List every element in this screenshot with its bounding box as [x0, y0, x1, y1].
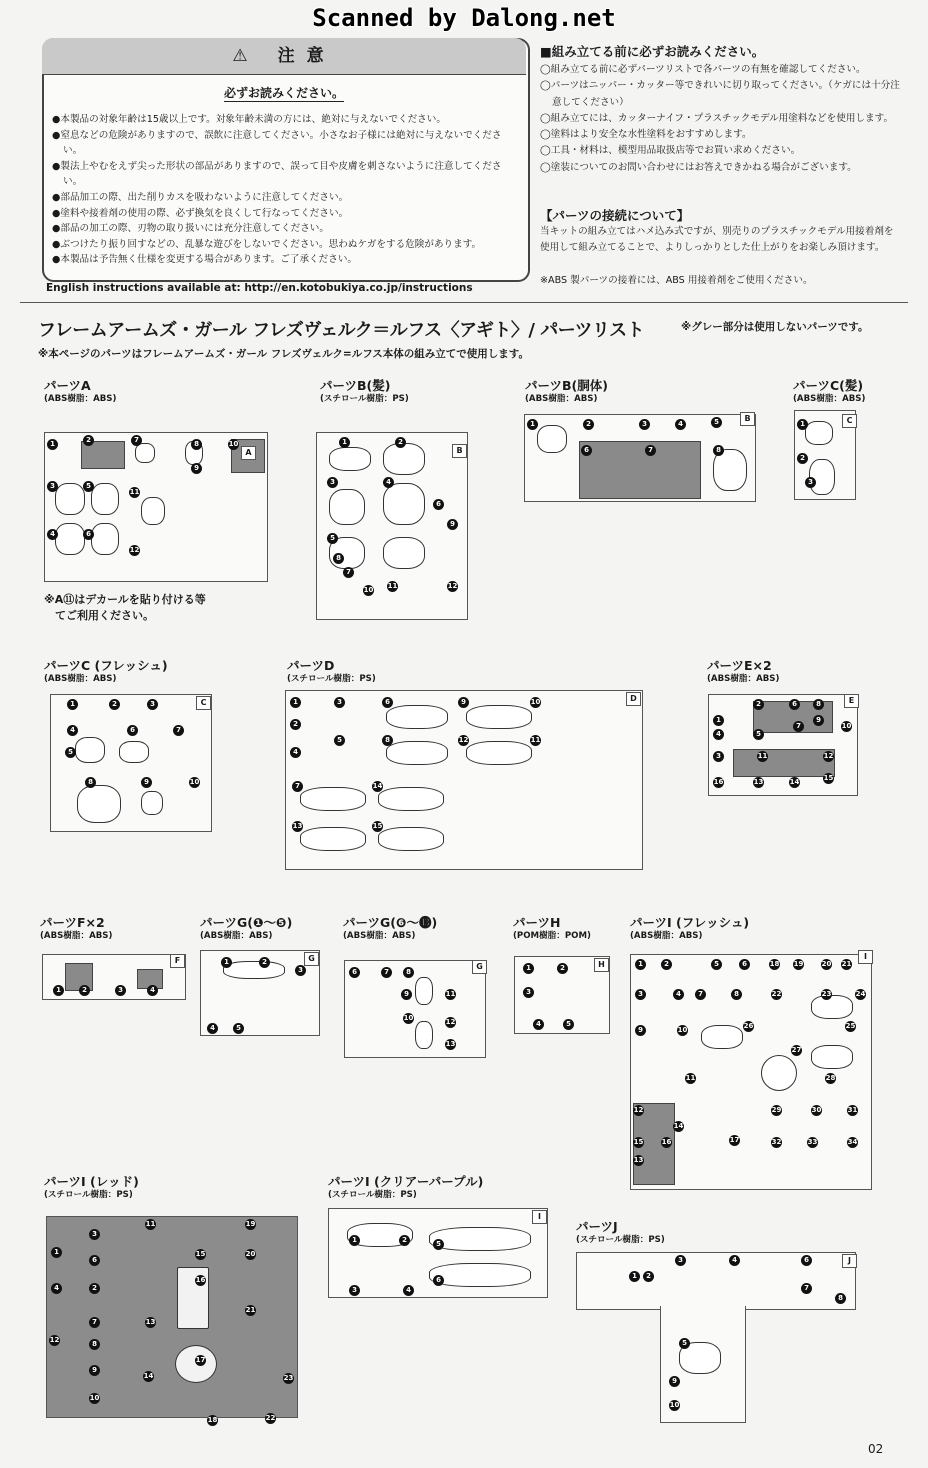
- part-number: 1: [67, 699, 78, 710]
- part-number: 7: [801, 1283, 812, 1294]
- runner-g1: [200, 950, 320, 1036]
- part-number: 6: [382, 697, 393, 708]
- part-number: 9: [813, 715, 824, 726]
- runner-i-flesh: [630, 954, 872, 1190]
- part-number: 2: [79, 985, 90, 996]
- part-shape: [579, 441, 701, 499]
- part-shape: [75, 737, 105, 763]
- part-number: 4: [713, 729, 724, 740]
- runner-material: (ABS樹脂：ABS): [200, 931, 273, 941]
- part-number: 9: [458, 697, 469, 708]
- part-number: 22: [265, 1414, 276, 1422]
- part-shape: [805, 421, 833, 445]
- part-number: 10: [89, 1394, 100, 1402]
- part-number: 13: [753, 778, 764, 786]
- part-number: 4: [673, 989, 684, 1000]
- runner-label: パーツG(❻〜⓭): [343, 915, 438, 930]
- part-number: 13: [633, 1156, 644, 1164]
- part-number: 7: [343, 567, 354, 578]
- runner-tag: A: [241, 446, 256, 460]
- part-number: 6: [349, 967, 360, 978]
- part-number: 5: [711, 959, 722, 970]
- runner-g2: [344, 960, 486, 1058]
- part-number: 13: [145, 1318, 156, 1326]
- warning-icon: ⚠: [232, 46, 278, 66]
- part-number: 3: [47, 481, 58, 492]
- part-number: 8: [713, 445, 724, 456]
- part-number: 5: [327, 533, 338, 544]
- page-number: 02: [868, 1442, 884, 1456]
- part-number: 7: [695, 989, 706, 1000]
- part-shape: [386, 741, 448, 765]
- part-number: 1: [797, 419, 808, 430]
- part-number: 12: [129, 546, 140, 554]
- part-number: 1: [53, 985, 64, 996]
- runner-material: (ABS樹脂：ABS): [343, 931, 416, 941]
- part-number: 6: [801, 1255, 812, 1266]
- part-shape: [383, 483, 425, 525]
- part-shape: [378, 787, 444, 811]
- runner-material: (スチロール樹脂：PS): [44, 1190, 133, 1200]
- part-number: 4: [383, 477, 394, 488]
- part-number: 8: [813, 699, 824, 710]
- part-number: 29: [771, 1106, 782, 1114]
- runner-j-top: [576, 1252, 856, 1310]
- part-number: 7: [292, 781, 303, 792]
- runner-label: パーツE×2: [707, 658, 772, 673]
- part-number: 12: [447, 582, 458, 590]
- watermark: Scanned by Dalong.net: [312, 4, 616, 32]
- part-number: 16: [195, 1276, 206, 1284]
- part-number: 14: [789, 778, 800, 786]
- runner-c-flesh: [50, 694, 212, 832]
- part-number: 25: [845, 1022, 856, 1030]
- part-number: 5: [233, 1023, 244, 1034]
- part-number: 21: [841, 960, 852, 968]
- part-number: 4: [729, 1255, 740, 1266]
- runner-label: パーツA: [44, 378, 91, 393]
- runner-material: (POM樹脂：POM): [513, 931, 591, 941]
- part-number: 5: [679, 1338, 690, 1349]
- before-item: ◯パーツはニッパー・カッター等できれいに切り取ってください。（ケガには十分注意してください）: [540, 80, 900, 108]
- caution-item: ●本製品は予告無く仕様を変更する場合があります。ご了承ください。: [52, 254, 358, 266]
- part-shape: [415, 1021, 433, 1049]
- part-number: 9: [141, 777, 152, 788]
- part-number: 8: [85, 777, 96, 788]
- runner-label: パーツB(胴体): [525, 378, 608, 393]
- before-heading: ■組み立てる前に必ずお読みください。: [540, 44, 765, 59]
- part-number: 3: [805, 477, 816, 488]
- runner-tag: B: [452, 444, 467, 458]
- part-shape: [77, 785, 121, 823]
- parts-list-title: フレームアームズ・ガール フレズヴェルク＝ルフス〈アギト〉/ パーツリスト: [38, 320, 645, 341]
- runner-tag: C: [196, 696, 211, 710]
- before-item: ◯組み立てる前に必ずパーツリストで各パーツの有無を確認してください。: [540, 64, 866, 75]
- part-number: 2: [395, 437, 406, 448]
- part-shape: [466, 741, 532, 765]
- part-number: 9: [89, 1365, 100, 1376]
- part-number: 2: [399, 1235, 410, 1246]
- part-number: 13: [292, 822, 303, 830]
- runner-tag: I: [858, 950, 873, 964]
- part-number: 15: [823, 774, 834, 782]
- part-number: 6: [581, 445, 592, 456]
- part-number: 23: [821, 990, 832, 998]
- part-number: 4: [147, 985, 158, 996]
- runner-label: パーツG(❶〜❺): [200, 915, 293, 930]
- part-number: 15: [195, 1250, 206, 1258]
- must-read: 必ずお読みください。: [223, 86, 344, 100]
- runner-b-hair: [316, 432, 468, 620]
- connect-note: ※ABS 製パーツの接着には、ABS 用接着剤をご使用ください。: [540, 275, 813, 286]
- part-number: 9: [669, 1376, 680, 1387]
- part-number: 12: [49, 1336, 60, 1344]
- part-shape: [386, 705, 448, 729]
- runner-label: パーツD: [287, 658, 335, 673]
- part-number: 5: [83, 481, 94, 492]
- part-number: 22: [771, 990, 782, 998]
- runner-tag: B: [740, 412, 755, 426]
- part-shape: [300, 827, 366, 851]
- part-shape: [383, 537, 425, 569]
- part-number: 4: [207, 1023, 218, 1034]
- runner-material: (ABS樹脂：ABS): [630, 931, 703, 941]
- part-shape: [223, 961, 285, 979]
- part-number: 8: [191, 439, 202, 450]
- part-number: 20: [245, 1250, 256, 1258]
- runner-label: パーツI (レッド): [44, 1174, 139, 1189]
- caution-title: 注意: [277, 46, 336, 66]
- part-number: 7: [173, 725, 184, 736]
- part-number: 11: [757, 752, 768, 760]
- part-shape: [91, 483, 119, 515]
- part-number: 8: [89, 1339, 100, 1350]
- part-number: 10: [363, 586, 374, 594]
- part-number: 24: [855, 990, 866, 998]
- grey-note: ※グレー部分は使用しないパーツです。: [681, 321, 869, 333]
- part-number: 31: [847, 1106, 858, 1114]
- part-shape: [141, 497, 165, 525]
- part-number: 14: [673, 1122, 684, 1130]
- part-shape: [429, 1227, 531, 1251]
- part-number: 15: [633, 1138, 644, 1146]
- before-item: ◯組み立てには、カッターナイフ・プラスチックモデル用塗料などを使用します。: [540, 112, 894, 124]
- runner-material: (ABS樹脂：ABS): [707, 674, 780, 684]
- runner-material: (ABS樹脂：ABS): [44, 394, 117, 404]
- part-number: 11: [445, 990, 456, 998]
- part-shape: [415, 977, 433, 1005]
- part-number: 1: [339, 437, 350, 448]
- part-number: 15: [372, 822, 383, 830]
- part-number: 1: [47, 439, 58, 450]
- part-number: 14: [143, 1372, 154, 1380]
- part-number: 2: [583, 419, 594, 430]
- runner-tag: I: [532, 1210, 547, 1224]
- part-number: 3: [89, 1229, 100, 1240]
- runner-label: パーツH: [513, 915, 561, 930]
- part-number: 4: [290, 747, 301, 758]
- connect-text: 当キットの組み立てはハメ込み式ですが、別売りのプラスチックモデル用接着剤を使用して組み立てることで、よりしっかりとした仕上がりをお楽しみ頂けます。: [540, 226, 894, 253]
- runner-a: [44, 432, 268, 582]
- part-number: 6: [789, 699, 800, 710]
- part-number: 11: [530, 736, 541, 744]
- runner-material: (スチロール樹脂：PS): [576, 1235, 665, 1245]
- runner-material: (ABS樹脂：ABS): [793, 394, 866, 404]
- part-number: 1: [523, 963, 534, 974]
- part-number: 21: [245, 1306, 256, 1314]
- part-number: 2: [109, 699, 120, 710]
- part-number: 18: [207, 1416, 218, 1424]
- part-shape: [300, 787, 366, 811]
- part-number: 13: [445, 1040, 456, 1048]
- part-number: 2: [259, 957, 270, 968]
- part-number: 9: [401, 989, 412, 1000]
- part-number: 3: [147, 699, 158, 710]
- part-number: 6: [433, 1275, 444, 1286]
- part-number: 2: [753, 699, 764, 710]
- part-number: 11: [145, 1220, 156, 1228]
- caution-item: ●本製品の対象年齢は15歳以上です。対象年齢未満の方には、絶対に与えないでください。: [52, 114, 446, 125]
- part-number: 6: [739, 959, 750, 970]
- part-number: 20: [821, 960, 832, 968]
- caution-item: ●製法上やむをえず尖った形状の部品がありますので、誤って目や皮膚を刺さないように注意してください。: [52, 160, 502, 188]
- part-number: 3: [295, 965, 306, 976]
- before-item: ◯塗料はより安全な水性塗料をおすすめします。: [540, 129, 752, 141]
- part-shape: [466, 705, 532, 729]
- part-number: 2: [83, 435, 94, 446]
- part-number: 2: [89, 1283, 100, 1294]
- part-number: 1: [635, 959, 646, 970]
- part-shape: [701, 1025, 743, 1049]
- part-shape: [55, 483, 85, 515]
- part-number: 11: [387, 582, 398, 590]
- part-number: 2: [290, 719, 301, 730]
- runner-j-bottom: [660, 1306, 746, 1423]
- part-number: 1: [713, 715, 724, 726]
- part-number: 4: [403, 1285, 414, 1296]
- before-list: [540, 62, 900, 176]
- runner-material: (スチロール樹脂：PS): [328, 1190, 417, 1200]
- caution-list: [52, 112, 520, 268]
- part-number: 4: [533, 1019, 544, 1030]
- part-shape: [329, 447, 371, 471]
- part-number: 12: [633, 1106, 644, 1114]
- part-number: 9: [191, 463, 202, 474]
- caution-item: ●塗料や接着剤の使用の際、必ず換気を良くして行なってください。: [52, 207, 349, 219]
- runner-label: パーツF×2: [40, 915, 105, 930]
- part-shape: [811, 995, 853, 1019]
- part-number: 10: [669, 1401, 680, 1409]
- runner-label: パーツJ: [576, 1219, 618, 1234]
- runner-tag: F: [170, 954, 185, 968]
- part-number: 3: [334, 697, 345, 708]
- runner-d: [285, 690, 643, 870]
- part-number: 6: [127, 725, 138, 736]
- part-shape: [761, 1055, 797, 1091]
- part-shape: [378, 827, 444, 851]
- part-number: 28: [825, 1074, 836, 1082]
- part-shape: [429, 1263, 531, 1287]
- part-number: 8: [403, 967, 414, 978]
- part-number: 26: [743, 1022, 754, 1030]
- part-number: 1: [290, 697, 301, 708]
- part-number: 17: [195, 1356, 206, 1364]
- part-number: 5: [711, 417, 722, 428]
- decal-note: ※A⑪はデカールを貼り付ける等 てご利用ください。: [44, 593, 206, 622]
- part-number: 1: [527, 419, 538, 430]
- part-number: 2: [643, 1271, 654, 1282]
- part-number: 7: [131, 435, 142, 446]
- part-number: 2: [797, 453, 808, 464]
- runner-f: [42, 954, 186, 1000]
- part-number: 3: [523, 987, 534, 998]
- runner-label: パーツB(髪): [320, 378, 391, 393]
- part-number: 19: [793, 960, 804, 968]
- part-shape: [55, 523, 85, 555]
- part-number: 6: [433, 499, 444, 510]
- caution-item: ●ぶつけたり振り回すなどの、乱暴な遊びをしないでください。思わぬケガをする危険があります。: [52, 238, 482, 250]
- part-number: 7: [381, 967, 392, 978]
- part-shape: [383, 443, 425, 475]
- before-item: ◯塗装についてのお問い合わせにはお答えできかねる場合がございます。: [540, 161, 857, 173]
- caution-item: ●窒息などの危険がありますので、誤飲に注意してください。小さなお子様には絶対に与えないでください。: [52, 129, 502, 157]
- part-number: 11: [685, 1074, 696, 1082]
- runner-tag: D: [626, 692, 641, 706]
- runner-label: パーツC (フレッシュ): [44, 658, 168, 673]
- part-number: 3: [635, 989, 646, 1000]
- runner-tag: H: [594, 958, 609, 972]
- caution-header: [42, 38, 526, 75]
- runner-material: (ABS樹脂：ABS): [44, 674, 117, 684]
- part-number: 23: [283, 1374, 294, 1382]
- part-shape: [119, 741, 149, 763]
- parts-list-subtitle: ※本ページのパーツはフレームアームズ・ガール フレズヴェルク=ルフス本体の組み立てで使用します。: [38, 348, 529, 360]
- runner-tag: G: [472, 960, 487, 974]
- caution-item: ●部品の加工の際、刃物の取り扱いには充分注意してください。: [52, 223, 329, 235]
- part-number: 5: [65, 747, 76, 758]
- connect-heading: 【パーツの接続について】: [540, 208, 690, 223]
- part-number: 33: [807, 1138, 818, 1146]
- runner-tag: C: [842, 414, 857, 428]
- part-number: 5: [334, 735, 345, 746]
- english-instructions-link[interactable]: English instructions available at: http://en.kotobukiya.co.jp/instructions: [46, 282, 473, 294]
- part-number: 3: [713, 751, 724, 762]
- part-number: 1: [51, 1247, 62, 1258]
- part-number: 8: [382, 735, 393, 746]
- part-number: 10: [677, 1026, 688, 1034]
- part-number: 7: [793, 721, 804, 732]
- part-number: 2: [557, 963, 568, 974]
- part-number: 7: [645, 445, 656, 456]
- part-number: 4: [675, 419, 686, 430]
- part-shape: [91, 523, 119, 555]
- part-number: 9: [635, 1025, 646, 1036]
- part-number: 12: [445, 1018, 456, 1026]
- part-number: 7: [89, 1317, 100, 1328]
- runner-material: (スチロール樹脂：PS): [287, 674, 376, 684]
- part-number: 5: [753, 729, 764, 740]
- part-number: 12: [823, 752, 834, 760]
- part-number: 5: [563, 1019, 574, 1030]
- runner-material: (ABS樹脂：ABS): [525, 394, 598, 404]
- part-number: 12: [458, 736, 469, 744]
- part-number: 16: [713, 778, 724, 786]
- runner-material: (スチロール樹脂：PS): [320, 394, 409, 404]
- part-number: 1: [221, 957, 232, 968]
- runner-e: [708, 694, 858, 796]
- part-number: 10: [530, 698, 541, 706]
- divider: [20, 302, 908, 303]
- part-number: 3: [115, 985, 126, 996]
- part-number: 4: [47, 529, 58, 540]
- part-number: 1: [629, 1271, 640, 1282]
- part-number: 18: [769, 960, 780, 968]
- runner-material: (ABS樹脂：ABS): [40, 931, 113, 941]
- part-number: 10: [841, 722, 852, 730]
- runner-tag: G: [304, 952, 319, 966]
- part-shape: [811, 1045, 853, 1069]
- part-shape: [329, 489, 365, 525]
- part-number: 4: [67, 725, 78, 736]
- part-shape: [135, 443, 155, 463]
- part-number: 8: [835, 1293, 846, 1304]
- runner-label: パーツC(髪): [793, 378, 864, 393]
- part-number: 11: [129, 488, 140, 496]
- part-number: 32: [771, 1138, 782, 1146]
- part-number: 10: [228, 440, 239, 448]
- part-number: 6: [89, 1255, 100, 1266]
- part-number: 16: [661, 1138, 672, 1146]
- part-number: 10: [189, 778, 200, 786]
- part-number: 27: [791, 1046, 802, 1054]
- part-number: 8: [731, 989, 742, 1000]
- part-number: 30: [811, 1106, 822, 1114]
- runner-i-red: [46, 1216, 298, 1424]
- part-shape: [733, 749, 835, 777]
- part-number: 8: [333, 553, 344, 564]
- part-number: 9: [447, 519, 458, 530]
- part-number: 3: [349, 1285, 360, 1296]
- runner-b-body: [524, 414, 756, 502]
- part-number: 3: [639, 419, 650, 430]
- part-number: 14: [372, 782, 383, 790]
- runner-i-clear: [328, 1208, 548, 1298]
- part-shape: [537, 425, 567, 453]
- caution-item: ●部品加工の際、出た削りカスを吸わないように注意してください。: [52, 191, 349, 203]
- part-number: 5: [433, 1239, 444, 1250]
- runner-label: パーツI (クリアーパープル): [328, 1174, 484, 1189]
- part-number: 3: [675, 1255, 686, 1266]
- part-number: 3: [327, 477, 338, 488]
- part-number: 2: [661, 959, 672, 970]
- before-item: ◯工具・材料は、模型用品取扱店等でお買い求めください。: [540, 145, 801, 157]
- part-number: 34: [847, 1138, 858, 1146]
- runner-label: パーツI (フレッシュ): [630, 915, 750, 930]
- part-number: 10: [403, 1014, 414, 1022]
- part-number: 17: [729, 1136, 740, 1144]
- runner-tag: E: [844, 694, 859, 708]
- part-number: 6: [83, 529, 94, 540]
- part-number: 4: [51, 1283, 62, 1294]
- part-number: 19: [245, 1220, 256, 1228]
- part-number: 1: [349, 1235, 360, 1246]
- runner-tag: J: [842, 1254, 857, 1268]
- part-shape: [141, 791, 163, 815]
